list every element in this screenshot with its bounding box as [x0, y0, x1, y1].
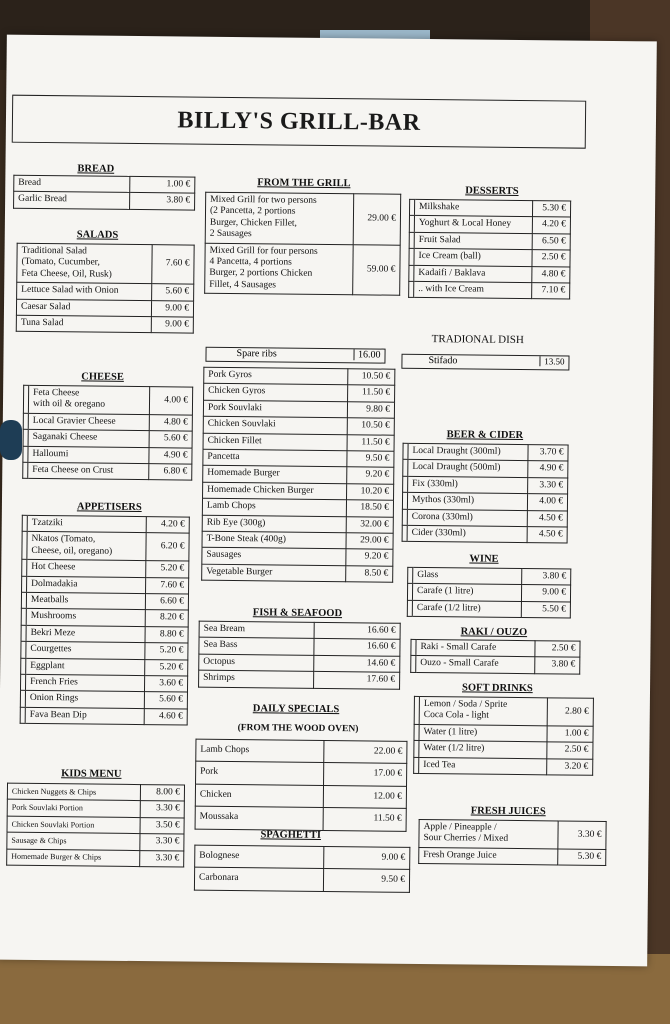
menu-row: [7, 849, 184, 867]
menu-row: [202, 515, 393, 533]
daily-specials-table: [195, 739, 408, 832]
item-name: Sausage & Chips: [7, 832, 140, 850]
item-price: 5.30 €: [557, 849, 606, 866]
menu-row: [21, 592, 188, 610]
menu-row: [203, 449, 394, 467]
fresh-juices-heading: FRESH JUICES: [470, 805, 546, 818]
item-price: 7.60 €: [152, 245, 194, 285]
item-price: 9.50 €: [323, 869, 409, 892]
beer-heading: BEER & CIDER: [446, 429, 524, 442]
item-name: French Fries: [25, 674, 144, 692]
menu-row: [14, 175, 195, 193]
menu-row: [204, 367, 395, 385]
item-price: 29.00 €: [346, 533, 393, 550]
menu-row: [22, 576, 189, 594]
item-name: Sea Bass: [199, 638, 314, 656]
item-price: 5.60 €: [149, 431, 192, 448]
menu-row: [22, 515, 189, 533]
item-price: 1.00 €: [129, 176, 195, 193]
item-name: Water (1 litre): [419, 724, 548, 742]
item-price: 4.80 €: [149, 414, 192, 431]
item-name: Ouzo - Small Carafe: [416, 656, 535, 674]
fish-heading: FISH & SEAFOOD: [252, 607, 343, 620]
item-price: 4.90 €: [527, 461, 568, 478]
item-name: Octopus: [199, 654, 314, 672]
menu-row: [205, 243, 401, 296]
item-name: Traditional Salad (Tomato, Cucumber, Feta Cheese, Oil, Rusk): [17, 243, 153, 284]
salads-table: [16, 243, 195, 334]
item-price: 6.50 €: [532, 233, 570, 250]
item-name: Yoghurt & Local Honey: [414, 216, 532, 234]
item-name: Courgettes: [26, 641, 145, 659]
menu-row: [419, 847, 606, 865]
item-price: 5.20 €: [145, 561, 188, 578]
menu-row: [414, 724, 593, 742]
appetisers-heading: APPETISERS: [76, 501, 142, 514]
menu-sheet: [0, 35, 657, 967]
item-name: Ice Cream (ball): [414, 249, 532, 267]
item-name: Moussaka: [195, 806, 323, 830]
menu-row: [203, 466, 394, 484]
menu-row: [195, 806, 406, 831]
thumb-edge: [0, 420, 22, 460]
item-name: Homemade Chicken Burger: [203, 482, 347, 500]
menu-row: [20, 691, 187, 709]
item-price: 18.50 €: [346, 500, 393, 517]
kids-menu-heading: KIDS MENU: [61, 768, 122, 780]
menu-row: [23, 385, 192, 415]
item-name: Homemade Burger & Chips: [7, 849, 140, 867]
daily-specials-subheading: (FROM THE WOOD OVEN): [237, 723, 359, 735]
wine-heading: WINE: [469, 553, 499, 565]
item-price: 4.00 €: [149, 387, 192, 415]
item-name: Sea Bream: [199, 621, 314, 639]
item-name: Onion Rings: [25, 691, 144, 709]
item-price: 9.00 €: [152, 300, 194, 317]
item-name: Carafe (1/2 litre): [412, 600, 521, 618]
item-price: 11.50 €: [348, 385, 395, 402]
item-name: Lamb Chops: [196, 739, 324, 763]
item-name: Caesar Salad: [16, 299, 151, 317]
item-price: 7.60 €: [145, 577, 188, 594]
item-price: 29.00 €: [353, 194, 401, 245]
item-name: Raki - Small Carafe: [416, 639, 535, 657]
stifado-row: [401, 354, 569, 371]
menu-row: [409, 216, 570, 234]
menu-row: [409, 232, 570, 250]
item-name: T-Bone Steak (400g): [202, 531, 346, 549]
item-price: 17.60 €: [314, 672, 400, 689]
item-name: Cider (330ml): [407, 525, 527, 543]
bread-heading: BREAD: [77, 163, 115, 175]
menu-row: [403, 460, 568, 478]
item-price: 5.20 €: [145, 643, 188, 660]
item-price: 4.60 €: [144, 708, 187, 725]
item-name: Shrimps: [199, 670, 314, 688]
item-name: Local Draught (300ml): [408, 443, 528, 461]
menu-row: [7, 783, 184, 801]
item-name: Mushrooms: [26, 609, 145, 627]
item-name: Saganaki Cheese: [28, 430, 149, 448]
menu-row: [409, 249, 570, 267]
menu-row: [414, 696, 593, 726]
menu-row: [407, 600, 570, 618]
item-name: Pork Souvlaki Portion: [7, 800, 140, 818]
item-price: 12.00 €: [323, 785, 406, 808]
item-name: Feta Cheese on Crust: [28, 462, 149, 480]
menu-row: [204, 384, 395, 402]
item-price: 11.50 €: [347, 434, 394, 451]
item-name: Tuna Salad: [16, 315, 151, 333]
menu-row: [411, 656, 580, 674]
menu-row: [21, 641, 188, 659]
title-box: [12, 95, 586, 149]
menu-row: [205, 192, 401, 245]
raki-ouzo-heading: RAKI / OUZO: [460, 626, 528, 639]
menu-row: [23, 413, 192, 431]
item-price: 4.80 €: [532, 266, 570, 283]
menu-row: [196, 762, 407, 787]
item-price: 5.60 €: [144, 692, 187, 709]
item-name: Local Draught (500ml): [408, 460, 528, 478]
menu-row: [194, 868, 409, 893]
item-price: 3.60 €: [144, 676, 187, 693]
menu-row: [203, 400, 394, 418]
item-price: 2.80 €: [548, 698, 594, 726]
menu-row: [195, 845, 410, 870]
menu-row: [21, 609, 188, 627]
item-price: 10.50 €: [347, 418, 394, 435]
item-name: Corona (330ml): [407, 509, 527, 527]
item-name: Milkshake: [414, 199, 532, 217]
item-name: Chicken Fillet: [203, 433, 347, 451]
item-price: 4.20 €: [146, 517, 189, 534]
item-name: Apple / Pineapple / Sour Cherries / Mixed: [419, 819, 558, 848]
item-name: Eggplant: [26, 658, 145, 676]
item-price: 2.50 €: [535, 641, 580, 658]
item-price: 3.30 €: [140, 801, 184, 818]
menu-row: [195, 784, 406, 809]
item-price: 5.20 €: [144, 659, 187, 676]
item-price: 1.00 €: [547, 726, 593, 743]
item-price: 22.00 €: [324, 740, 407, 763]
item-price: 8.50 €: [346, 565, 393, 582]
menu-row: [20, 674, 187, 692]
item-price: 3.30 €: [140, 834, 184, 851]
item-name: Bolognese: [195, 845, 324, 869]
menu-row: [196, 739, 407, 764]
menu-row: [414, 757, 593, 775]
item-price: 10.20 €: [347, 483, 394, 500]
appetisers-table: [20, 515, 190, 726]
menu-row: [407, 584, 570, 602]
menu-row: [411, 639, 580, 657]
item-name: Tzatziki: [27, 515, 146, 533]
item-name: Pork Souvlaki: [203, 400, 347, 418]
item-name: Nkatos (Tomato, Cheese, oil, oregano): [27, 532, 146, 561]
item-name: Lemon / Soda / Sprite Coca Cola - light: [419, 696, 548, 725]
cheese-heading: CHEESE: [81, 371, 124, 383]
item-name: Fresh Orange Juice: [419, 847, 558, 865]
item-price: 6.20 €: [146, 533, 190, 561]
item-price: 16.60 €: [314, 639, 400, 656]
item-price: 5.60 €: [152, 284, 194, 301]
menu-row: [16, 299, 193, 317]
item-name: Mixed Grill for two persons (2 Pancetta, 2 portions Burger, Chicken Fillet, 2 Sausages: [205, 192, 353, 244]
item-name: Fava Bean Dip: [25, 707, 144, 725]
menu-row: [202, 564, 393, 582]
item-price: 9.20 €: [347, 467, 394, 484]
menu-row: [203, 416, 394, 434]
spaghetti-heading: SPAGHETTI: [260, 829, 322, 841]
item-price: 3.20 €: [547, 758, 593, 775]
item-price: 4.00 €: [527, 494, 568, 511]
menu-row: [402, 492, 567, 510]
item-price: 6.60 €: [145, 594, 188, 611]
item-name: .. with Ice Cream: [414, 281, 532, 299]
menu-row: [16, 315, 193, 333]
bread-table: [13, 175, 195, 211]
item-name: Chicken Souvlaki Portion: [7, 816, 140, 834]
menu-row: [202, 547, 393, 565]
menu-row: [21, 625, 188, 643]
item-name: Fruit Salad: [414, 232, 532, 250]
spare-ribs-name: Spare ribs: [236, 348, 277, 360]
item-name: Lamb Chops: [202, 498, 346, 516]
item-price: 9.00 €: [324, 846, 410, 869]
item-name: Bread: [14, 175, 130, 193]
item-name: Meatballs: [26, 592, 145, 610]
item-price: 3.50 €: [140, 817, 184, 834]
desserts-heading: DESSERTS: [465, 185, 519, 197]
item-price: 6.80 €: [149, 464, 192, 481]
menu-row: [403, 476, 568, 494]
item-price: 8.00 €: [140, 785, 184, 802]
item-name: Fix (330ml): [408, 476, 528, 494]
item-name: Chicken Nuggets & Chips: [7, 783, 140, 801]
item-name: Homemade Burger: [203, 466, 347, 484]
menu-row: [403, 443, 568, 461]
menu-row: [20, 707, 187, 725]
item-name: Pork: [196, 762, 324, 786]
item-price: 14.60 €: [314, 655, 400, 672]
item-price: 4.90 €: [149, 447, 192, 464]
item-price: 3.80 €: [522, 569, 571, 586]
item-price: 4.50 €: [527, 527, 568, 544]
item-price: 17.00 €: [324, 763, 407, 786]
item-name: Sausages: [202, 547, 346, 565]
menu-row: [21, 658, 188, 676]
menu-row: [409, 265, 570, 283]
item-name: Dolmadakia: [27, 576, 146, 594]
item-price: 3.70 €: [528, 445, 569, 462]
item-price: 10.50 €: [348, 369, 395, 386]
fresh-juices-table: [418, 819, 606, 866]
item-name: Carbonara: [194, 868, 323, 892]
item-price: 3.30 €: [527, 477, 568, 494]
item-name: Vegetable Burger: [202, 564, 346, 582]
item-name: Kadaifi / Baklava: [414, 265, 532, 283]
menu-row: [199, 670, 400, 688]
item-name: Bekri Meze: [26, 625, 145, 643]
item-price: 9.20 €: [346, 549, 393, 566]
item-name: Halloumi: [28, 446, 149, 464]
item-name: Water (1/2 litre): [419, 741, 548, 759]
spare-ribs-row: [205, 347, 385, 364]
daily-specials-heading: DAILY SPECIALS: [252, 703, 340, 716]
stifado-name: Stifado: [428, 355, 458, 367]
menu-row: [202, 498, 393, 516]
spaghetti-table: [194, 845, 410, 893]
menu-row: [203, 433, 394, 451]
mixed-grill-table: [204, 192, 401, 296]
raki-ouzo-table: [410, 639, 580, 675]
item-name: Pork Gyros: [204, 367, 348, 385]
beer-table: [402, 443, 569, 544]
grill-heading: FROM THE GRILL: [257, 177, 351, 190]
menu-row: [7, 800, 184, 818]
item-price: 9.00 €: [152, 317, 194, 334]
item-name: Mixed Grill for four persons 4 Pancetta, 4 portions Burger, 2 portions Chicken Fillet, 4 Sausages: [205, 243, 353, 295]
item-price: 8.20 €: [145, 610, 188, 627]
item-price: 9.50 €: [347, 451, 394, 468]
item-name: Lettuce Salad with Onion: [17, 282, 152, 300]
menu-row: [402, 509, 567, 527]
item-price: 4.50 €: [527, 510, 568, 527]
item-price: 16.60 €: [314, 622, 400, 639]
menu-row: [7, 832, 184, 850]
item-name: Chicken Gyros: [204, 384, 348, 402]
item-price: 5.50 €: [521, 601, 570, 618]
menu-row: [408, 567, 571, 585]
menu-row: [202, 531, 393, 549]
menu-row: [414, 741, 593, 759]
menu-row: [203, 482, 394, 500]
menu-row: [419, 819, 606, 849]
menu-row: [22, 559, 189, 577]
item-price: 4.20 €: [532, 217, 570, 234]
item-price: 59.00 €: [352, 244, 400, 295]
item-name: Hot Cheese: [27, 560, 146, 578]
item-name: Glass: [413, 567, 522, 585]
item-price: 7.10 €: [531, 283, 569, 300]
fish-table: [198, 621, 401, 690]
kids-menu-table: [6, 783, 185, 868]
item-name: Carafe (1 litre): [412, 584, 521, 602]
soft-drinks-table: [413, 696, 594, 776]
item-name: Feta Cheese with oil & oregano: [28, 385, 149, 414]
item-name: Local Gravier Cheese: [28, 413, 149, 431]
item-price: 3.80 €: [129, 193, 195, 210]
item-name: Chicken: [195, 784, 323, 808]
item-price: 5.30 €: [532, 201, 570, 218]
menu-row: [17, 282, 194, 300]
item-price: 2.50 €: [532, 250, 570, 267]
menu-row: [409, 199, 570, 217]
item-price: 9.80 €: [348, 401, 395, 418]
menu-row: [7, 816, 184, 834]
wine-table: [407, 567, 572, 619]
item-name: Iced Tea: [419, 757, 548, 775]
menu-row: [23, 462, 192, 480]
item-price: 8.80 €: [145, 626, 188, 643]
item-price: 3.80 €: [535, 657, 580, 674]
item-price: 3.30 €: [140, 850, 184, 867]
stifado-price: 13.50: [539, 356, 564, 366]
salads-heading: SALADS: [76, 229, 119, 241]
item-name: Chicken Souvlaki: [203, 416, 347, 434]
cheese-table: [22, 385, 193, 481]
menu-row: [23, 446, 192, 464]
item-name: Pancetta: [203, 449, 347, 467]
grill-table: [201, 367, 395, 583]
item-name: Rib Eye (300g): [202, 515, 346, 533]
traditional-dish-heading: TRADIONAL DISH: [431, 333, 524, 347]
menu-title: BILLY'S GRILL-BAR: [177, 107, 421, 136]
item-price: 9.00 €: [521, 585, 570, 602]
desserts-table: [408, 199, 571, 300]
item-name: Garlic Bread: [14, 192, 130, 210]
menu-row: [17, 243, 194, 284]
item-name: Mythos (330ml): [407, 493, 527, 511]
menu-row: [402, 525, 567, 543]
menu-row: [23, 429, 192, 447]
menu-row: [22, 532, 189, 562]
item-price: 11.50 €: [323, 808, 406, 831]
soft-drinks-heading: SOFT DRINKS: [461, 682, 533, 695]
menu-row: [409, 281, 570, 299]
item-price: 32.00 €: [346, 516, 393, 533]
spare-ribs-price: 16.00: [353, 349, 381, 360]
item-price: 2.50 €: [547, 742, 593, 759]
menu-row: [14, 192, 195, 210]
item-price: 3.30 €: [557, 821, 606, 849]
